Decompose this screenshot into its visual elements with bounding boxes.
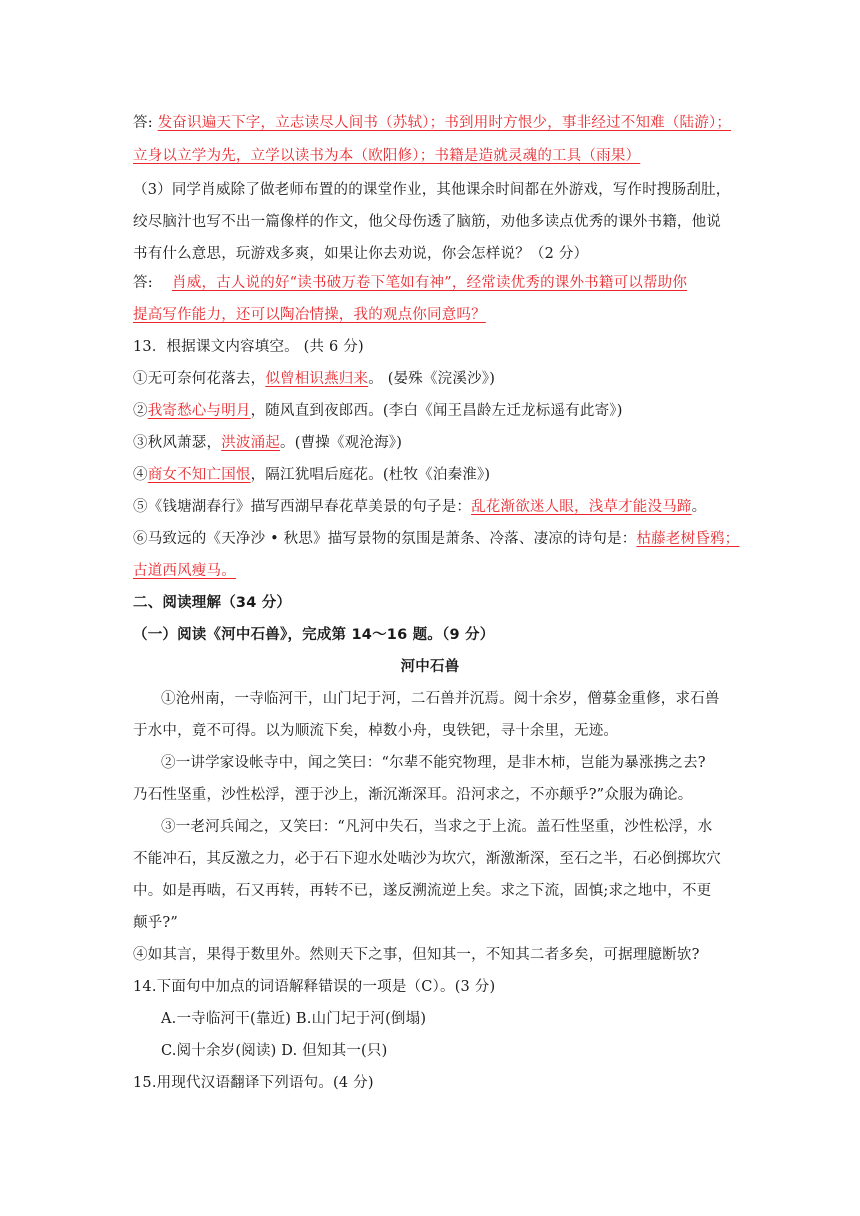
passage-paragraph-3-cont: 颠乎?”: [133, 915, 178, 931]
q12-question3-line1: （3）同学肖威除了做老师布置的的课堂作业，其他课余时间都在外游戏，写作时搜肠刮肚，: [133, 182, 731, 198]
q13-item-4: ④商女不知亡国恨，隔江犹唱后庭花。(杜牧《泊秦淮》): [133, 467, 491, 483]
passage-paragraph-1: ①沧州南，一寺临河干，山门圮于河，二石兽并沉焉。阅十余岁，僧募金重修，求石兽: [161, 691, 720, 707]
passage-paragraph-4: ④如其言，果得于数里外。然则天下之事，但知其一，不知其二者多矣，可据理臆断欤?: [133, 947, 700, 963]
passage-paragraph-2: ②一讲学家设帐寺中，闻之笑曰：“尔辈不能究物理，是非木柿，岂能为暴涨携之去?: [161, 755, 706, 771]
q12-question3-line2: 绞尽脑汁也写不出一篇像样的作文，他父母伤透了脑筋，劝他多读点优秀的课外书籍，他说: [133, 214, 721, 230]
answer-text: 提高写作能力，还可以陶冶情操，我的观点你同意吗？: [133, 307, 486, 323]
answer-text: 枯藤老树昏鸦；: [636, 531, 740, 547]
answer-text: 似曾相识燕归来: [265, 371, 369, 387]
passage-paragraph-3: ③一老河兵闻之，又笑曰：“凡河中失石，当求之于上流。盖石性坚重，沙性松浮，水: [161, 819, 713, 835]
answer-text: 我寄愁心与明月: [147, 403, 251, 419]
passage-paragraph-3-cont: 中。如是再啮，石又再转，再转不已，遂反溯流逆上矣。求之下流，固慎;求之地中，不更: [133, 883, 712, 899]
q13-item-3: ③秋风萧瑟，洪波涌起。(曹操《观沧海》): [133, 435, 403, 451]
answer-text: 发奋识遍天下字，立志读尽人间书（苏轼）；书到用时方恨少，事非经过不知难（陆游）；: [157, 115, 732, 131]
passage-paragraph-2-cont: 乃石性坚重，沙性松浮，湮于沙上，渐沉渐深耳。沿河求之，不亦颠乎?”众服为确论。: [133, 787, 693, 803]
question-15: 15.用现代汉语翻译下列语句。(4 分): [133, 1075, 374, 1091]
subsection-heading: （一）阅读《河中石兽》，完成第 14～16 题。（9 分）: [133, 627, 495, 643]
section-heading: 二、阅读理解（34 分）: [133, 595, 292, 611]
q12-answer3-line2: [133, 304, 486, 326]
q12-question3-line3: 书有什么意思，玩游戏多爽，如果让你去劝说，你会怎样说？（2 分）: [133, 246, 589, 262]
question-14-options-ab: A.一寺临河干(靠近) B.山门圮于河(倒塌): [161, 1011, 427, 1027]
answer-text: 洪波涌起: [221, 435, 281, 451]
q12-answer2-line2: [133, 145, 640, 167]
q13-item-5: ⑤《钱塘湖春行》描写西湖早春花草美景的句子是：乱花渐欲迷人眼，浅草才能没马蹄。: [133, 499, 707, 515]
q13-title: 13．根据课文内容填空。 (共 6 分): [133, 339, 364, 355]
passage-paragraph-1-cont: 于水中，竟不可得。以为顺流下矣，棹数小舟，曳铁钯，寻十余里，无迹。: [133, 723, 619, 739]
passage-title: 河中石兽: [400, 659, 460, 675]
answer-text: 商女不知亡国恨: [147, 467, 251, 483]
answer-text: 乱花渐欲迷人眼，浅草才能没马蹄: [471, 499, 692, 515]
q12-answer3-line1: 答: 肖威，古人说的好“读书破万卷下笔如有神”，经常读优秀的课外书籍可以帮助你: [133, 275, 688, 291]
answer-text: 肖威，古人说的好“读书破万卷下笔如有神”，经常读优秀的课外书籍可以帮助你: [172, 275, 688, 291]
question-14-options-cd: C.阅十余岁(阅读) D. 但知其一(只): [161, 1043, 388, 1059]
question-14: 14.下面句中加点的词语解释错误的一项是（C）。(3 分): [133, 979, 496, 995]
q13-item-1: ①无可奈何花落去，似曾相识燕归来。 (晏殊《浣溪沙》): [133, 371, 496, 387]
q13-item-2: ②我寄愁心与明月，随风直到夜郎西。(李白《闻王昌龄左迁龙标遥有此寄》): [133, 403, 623, 419]
answer-text: 古道西风瘦马。: [133, 563, 236, 579]
q13-item-6-line2: [133, 560, 236, 582]
q12-answer2-line1: 答: 发奋识遍天下字，立志读尽人间书（苏轼）；书到用时方恨少，事非经过不知难（陆游）；: [133, 115, 732, 131]
answer-text: 立身以立学为先，立学以读书为本（欧阳修）；书籍是造就灵魂的工具（雨果）: [133, 148, 641, 164]
q13-item-6-line1: ⑥马致远的《天净沙 • 秋思》描写景物的氛围是萧条、冷落、凄凉的诗句是：枯藤老树昏鸦；: [133, 531, 740, 547]
passage-paragraph-3-cont: 不能冲石，其反激之力，必于石下迎水处啮沙为坎穴，渐激渐深，至石之半，石必倒掷坎穴: [133, 851, 721, 867]
